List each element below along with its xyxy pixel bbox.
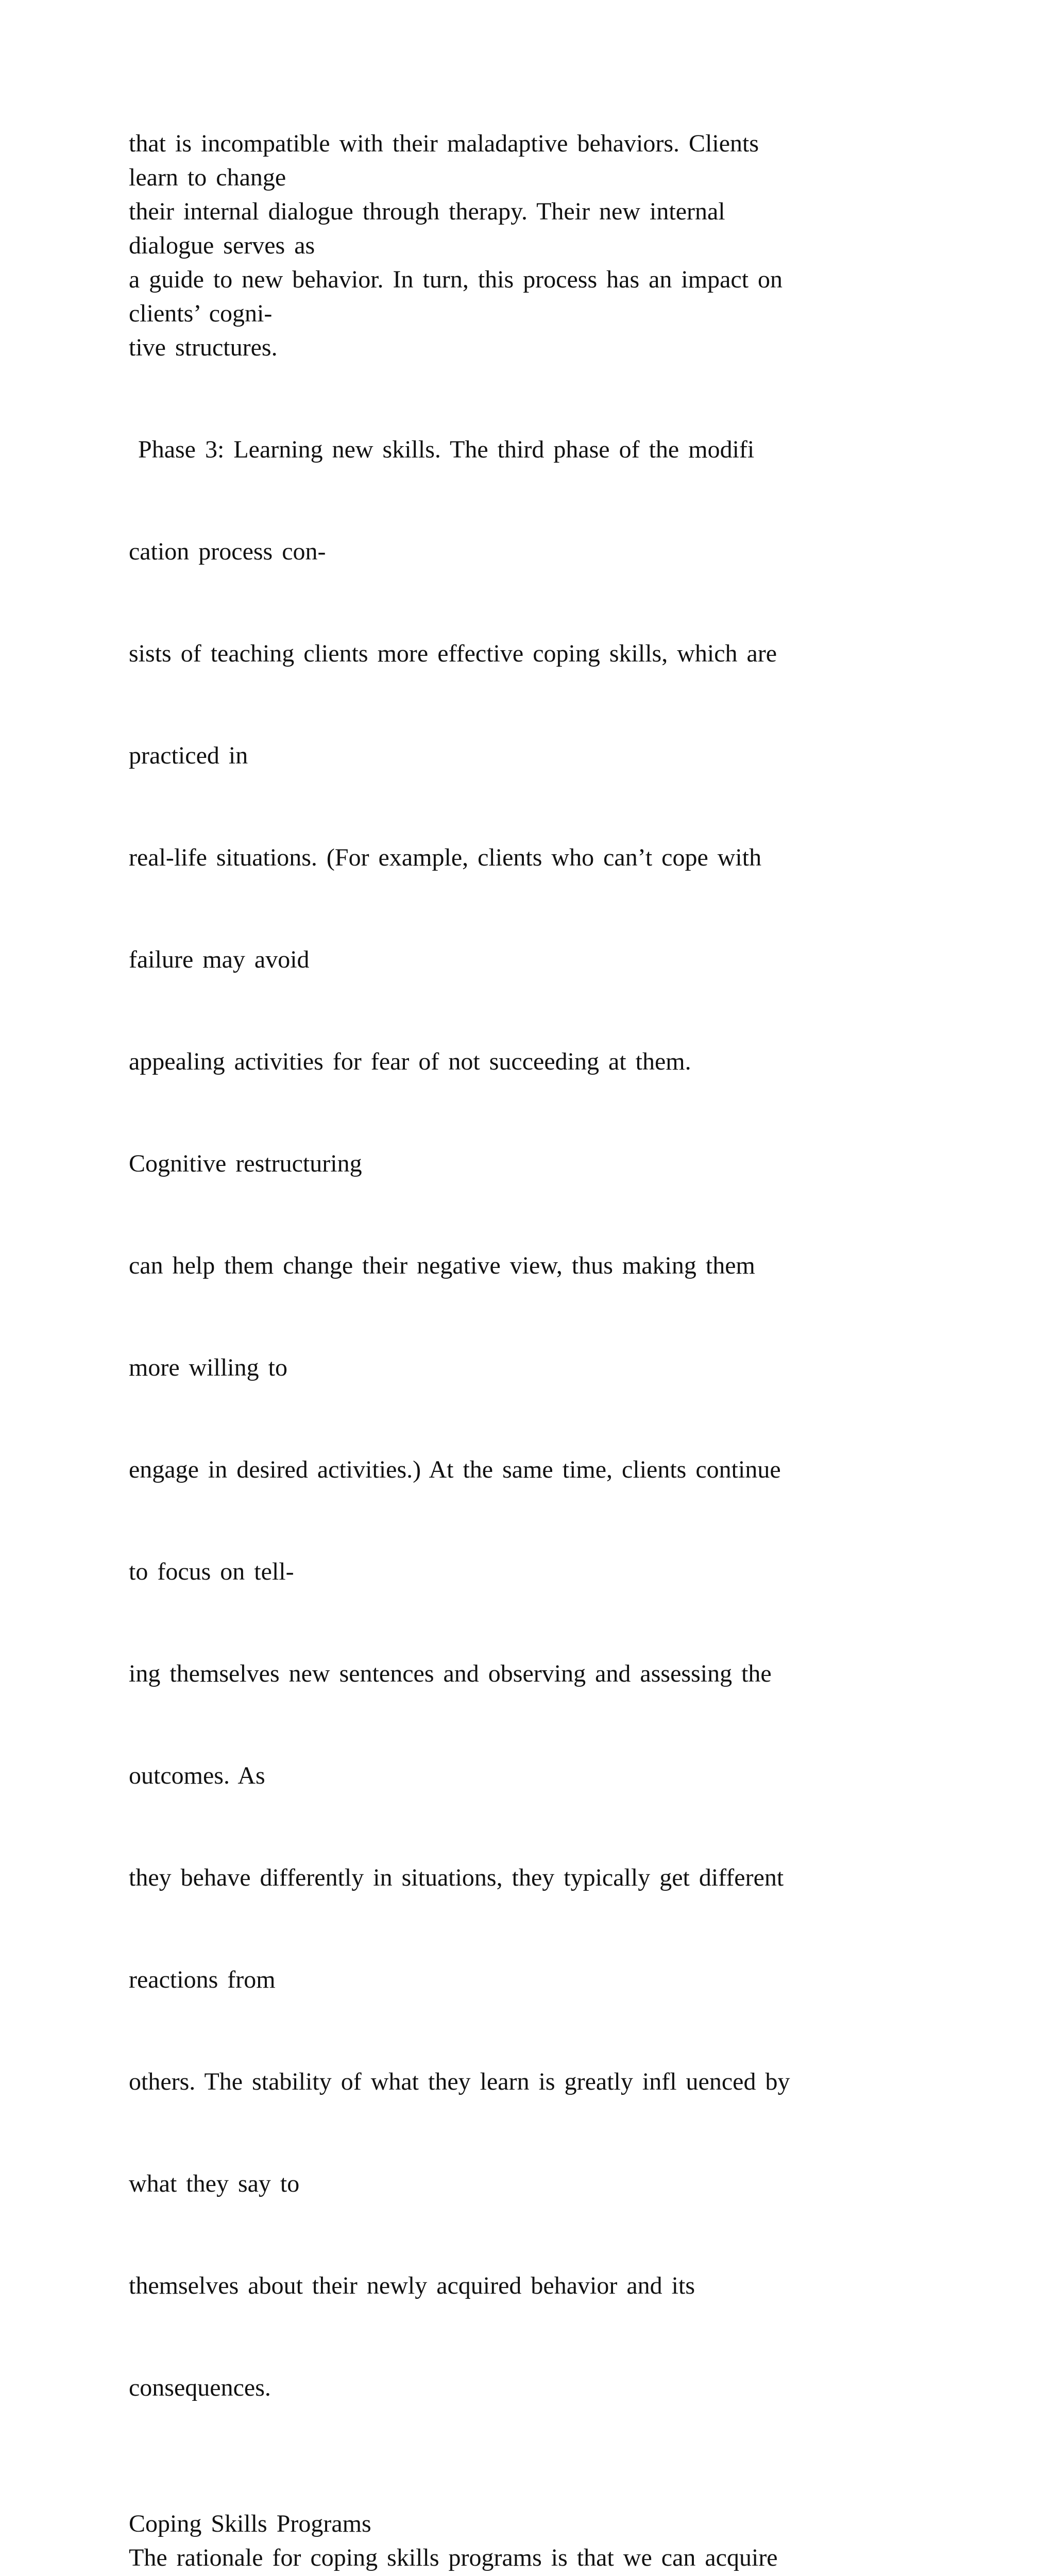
text-line: Phase 3: Learning new skills. The third phase of the modifi [129, 436, 755, 463]
text-line: they behave differently in situations, they typically get different [129, 1864, 784, 1891]
text-line: consequences. [129, 2374, 271, 2401]
text-line: ing themselves new sentences and observing and assessing the [129, 1660, 772, 1687]
text-line: what they say to [129, 2170, 300, 2197]
paragraph-phase-3 [129, 365, 932, 2473]
text-line: reactions from [129, 1966, 276, 1993]
text-line: a guide to new behavior. In turn, this process has an impact on [129, 266, 783, 293]
text-line: others. The stability of what they learn is greatly infl uenced by [129, 2068, 790, 2095]
text-line: cation process con- [129, 538, 326, 565]
text-line: Cognitive restructuring [129, 1150, 362, 1177]
text-line: themselves about their newly acquired behavior and its [129, 2272, 695, 2299]
text-line: dialogue serves as [129, 232, 315, 259]
text-line: real-life situations. (For example, clients who can’t cope with [129, 844, 762, 871]
text-line: to focus on tell- [129, 1558, 294, 1585]
text-line [129, 2575, 932, 2576]
text-line: failure may avoid [129, 946, 310, 973]
text-line: clients’ cogni- [129, 300, 273, 327]
text-line: their internal dialogue through therapy. Their new internal [129, 198, 725, 225]
text-line: appealing activities for fear of not succeeding at them. [129, 1048, 691, 1075]
paragraph-spacer [129, 2473, 932, 2507]
text-line: practiced in [129, 742, 248, 769]
text-line: can help them change their negative view, thus making them [129, 1252, 755, 1279]
text-line: that is incompatible with their maladaptive behaviors. Clients [129, 130, 759, 157]
section-heading: Coping Skills Programs [129, 2510, 371, 2537]
document-body [129, 127, 932, 2576]
paragraph-phase-2-conclusion [129, 127, 932, 365]
paragraph-coping-skills [129, 2541, 932, 2576]
text-line: more willing to [129, 1354, 287, 1381]
text-line: engage in desired activities.) At the same time, clients continue [129, 1456, 781, 1483]
text-line: The rationale for coping skills programs is that we can acquire [129, 2544, 778, 2571]
text-line: learn to change [129, 164, 286, 191]
text-line: tive structures. [129, 334, 278, 361]
text-line: outcomes. As [129, 1762, 265, 1789]
text-line: sists of teaching clients more effective coping skills, which are [129, 640, 777, 667]
